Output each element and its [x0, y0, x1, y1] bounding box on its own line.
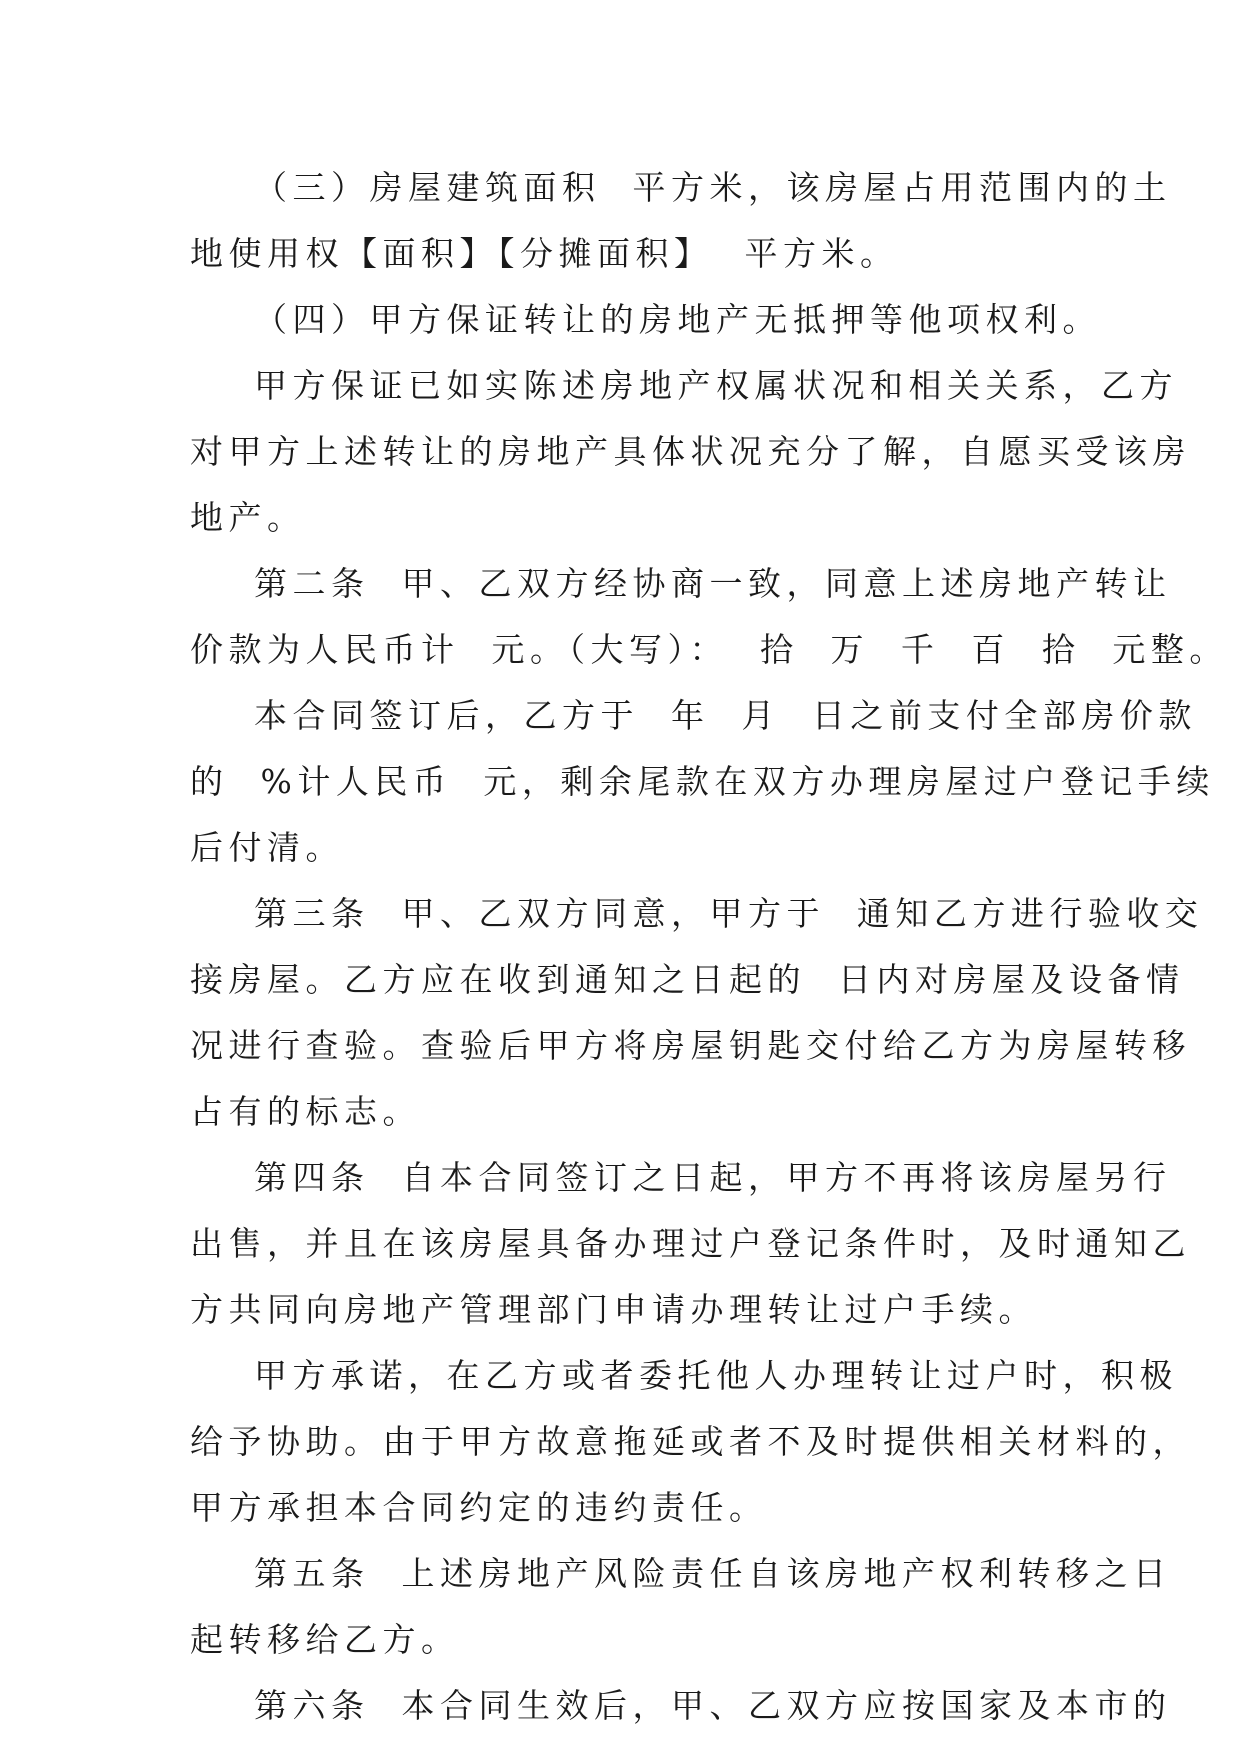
text-line: （三）房屋建筑面积 平方米，该房屋占用范围内的土	[190, 168, 1172, 207]
text-line: 甲方承诺，在乙方或者委托他人办理转让过户时，积极	[190, 1356, 1178, 1395]
text-line: 第四条 自本合同签订之日起，甲方不再将该房屋另行	[190, 1158, 1172, 1197]
text-line: 第五条 上述房地产风险责任自该房地产权利转移之日	[190, 1554, 1172, 1593]
text-line: 接房屋。乙方应在收到通知之日起的 日内对房屋及设备情	[190, 960, 1185, 999]
text-line: 出售，并且在该房屋具备办理过户登记条件时，及时通知乙	[190, 1224, 1191, 1263]
text-line: 后付清。	[190, 828, 344, 867]
document-body	[190, 155, 1228, 1739]
text-line: 第二条 甲、乙双方经协商一致，同意上述房地产转让	[190, 564, 1172, 603]
text-line: 况进行查验。查验后甲方将房屋钥匙交付给乙方为房屋转移	[190, 1026, 1191, 1065]
text-line: 甲方承担本合同约定的违约责任。	[190, 1488, 768, 1527]
text-line: 第六条 本合同生效后，甲、乙双方应按国家及本市的	[190, 1686, 1172, 1725]
text-line: 价款为人民币计 元。（大写）： 拾 万 千 百 拾 元整。	[190, 630, 1228, 669]
text-line: 甲方保证已如实陈述房地产权属状况和相关关系，乙方	[190, 366, 1178, 405]
text-line: 起转移给乙方。	[190, 1620, 460, 1659]
text-line: 方共同向房地产管理部门申请办理转让过户手续。	[190, 1290, 1037, 1329]
text-line: 的 %计人民币 元，剩余尾款在双方办理房屋过户登记手续	[190, 762, 1215, 801]
text-line: （四）甲方保证转让的房地产无抵押等他项权利。	[190, 300, 1101, 339]
text-line: 本合同签订后，乙方于 年 月 日之前支付全部房价款	[190, 696, 1197, 735]
text-line: 地产。	[190, 498, 306, 537]
text-line: 第三条 甲、乙双方同意，甲方于 通知乙方进行验收交	[190, 894, 1204, 933]
text-line: 占有的标志。	[190, 1092, 421, 1131]
text-line: 地使用权【面积】【分摊面积】 平方米。	[190, 234, 899, 273]
text-line: 给予协助。由于甲方故意拖延或者不及时提供相关材料的，	[190, 1422, 1191, 1461]
text-line: 对甲方上述转让的房地产具体状况充分了解，自愿买受该房	[190, 432, 1191, 471]
